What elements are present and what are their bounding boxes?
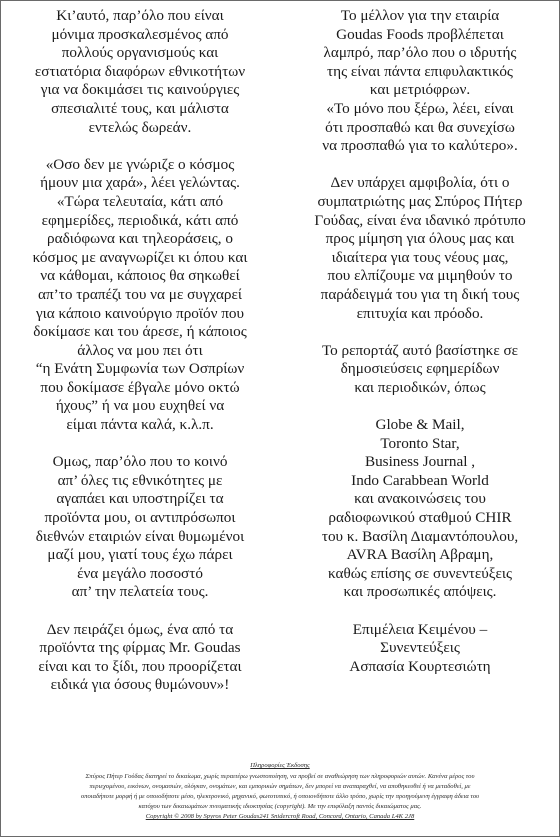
right-paragraph-2: Δεν υπάρχει αμφιβολία, ότι ο συμπατριώτης μας Σπύρος Πήτερ Γούδας, είναι ένα ιδανικό πρότυπο προς μίμηση για όλους μας και ιδιαίτερα για τους νέους μας, που ελπίζουμε να μιμηθούν το παράδειγμά του για τη δική τους επιτυχία και πρόοδο. <box>314 174 526 322</box>
left-text-column <box>3 7 277 714</box>
right-paragraph-1: Το μέλλον για την εταιρία Goudas Foods προβλέπεται λαμπρό, παρ’όλο που ο ιδρυτής της είναι πάντα επιφυλακτικός και μετριόφρων. «Το μόνο που ξέρω, λέει, είναι ότι προσπαθώ και θα συνεχίσω να προσπαθώ για το καλύτερο». <box>322 7 518 155</box>
left-paragraph-4: Δεν πειράζει όμως, ένα από τα προϊόντα της φίρμας Mr. Goudas είναι και το ξίδι, που προορίζεται ειδικά για όσους θυμώνουν»! <box>38 620 242 694</box>
left-paragraph-2: «Οσο δεν με γνώριζε ο κόσμος ήμουν μια χαρά», λέει γελώντας. «Τώρα τελευταία, κάτι από εφημερίδες, περιοδικά, κάτι από ραδιόφωνα και τηλεοράσεις, ο κόσμος με αναγνωρίζει κι όπου και να κάθομαι, κάποιος θα σηκωθεί απ’το τραπέζι του να με συγχαρεί για κάποιο καινούργιο προϊόν που δοκίμασε και του άρεσε, ή κάποιος άλλος να μου πει ότι “η Ενάτη Συμφωνία των Οσπρίων που δοκίμασε έβγαλε μόνο οκτώ ήχους” ή να μου ευχηθεί να είμαι πάντα καλά, κ.λ.π. <box>32 155 248 434</box>
footer-copyright: Copyright © 2008 by Spyros Peter Goudas241 Snidercroft Road, Concord, Ontario, Canada L4K 2J8 <box>145 813 415 820</box>
footer-title: Πληροφορίες Έκδοσης <box>250 762 310 769</box>
left-paragraph-3: Ομως, παρ’όλο που το κοινό απ’ όλες τις εθνικότητες με αγαπάει και υποστηρίζει τα προϊόντα μου, οι αντιπρόσωποι διεθνών εταιριών είναι θυμωμένοι μαζί μου, γιατί τους έχω πάρει ένα μεγάλο ποσοστό απ’ την πελατεία τους. <box>35 453 245 601</box>
footer-legal-notice: Σπύρος Πήτερ Γούδας διατηρεί το δικαίωμα, χωρίς περαιτέρω γνωστοποίηση, να προβεί σε αναθεώρηση των πληροφοριών αυτών. Κανένα μέρος του περιεχομένου, εικόνων, ονομασιών, σλόγκαν, ονομάτων, και εμπορικών σημάτων, δεν μπορεί να αναπαραχθεί, να αποθηκευθεί ή να μεταδοθεί, με οποιαδήποτε μορφή ή με οποιοδήποτε μέσο, ηλεκτρονικό, μηχανικό, φωτοτυπικό, ή οποιονδήποτε άλλο τρόπο, χωρίς την προηγούμενη έγγραφη άδεια του κατόχου των δικαιωμάτων πνευματικής ιδιοκτησίας (copyright). Με την επιφύλαξη παντός δικαιώματος μας. <box>80 773 480 810</box>
right-paragraph-3: Το ρεπορτάζ αυτό βασίστηκε σε δημοσιεύσεις εφημερίδων και περιοδικών, όπως <box>321 341 519 396</box>
publication-info-footer <box>9 761 551 822</box>
right-text-column <box>283 7 557 695</box>
right-editor-credit: Επιμέλεια Κειμένου – Συνεντεύξεις Ασπασία Κουρτεσιώτη <box>349 620 491 675</box>
right-sources-list: Globe & Mail, Toronto Star, Business Journal , Indo Carabbean World και ανακοινώσεις του ραδιοφωνικού σταθμού CHIR του κ. Βασίλη Διαμαντόπουλου, AVRA Βασίλη Αβραμη, καθώς επίσης σε συνεντεύξεις και προσωπικές απόψεις. <box>321 416 519 601</box>
left-paragraph-1: Κι’αυτό, παρ’όλο που είναι μόνιμα προσκαλεσμένος από πολλούς οργανισμούς και εστιατόρια διαφόρων εθνικοτήτων για να δοκιμάσει τις καινούργιες σπεσιαλιτέ τους, και μάλιστα εντελώς δωρεάν. <box>34 7 246 136</box>
